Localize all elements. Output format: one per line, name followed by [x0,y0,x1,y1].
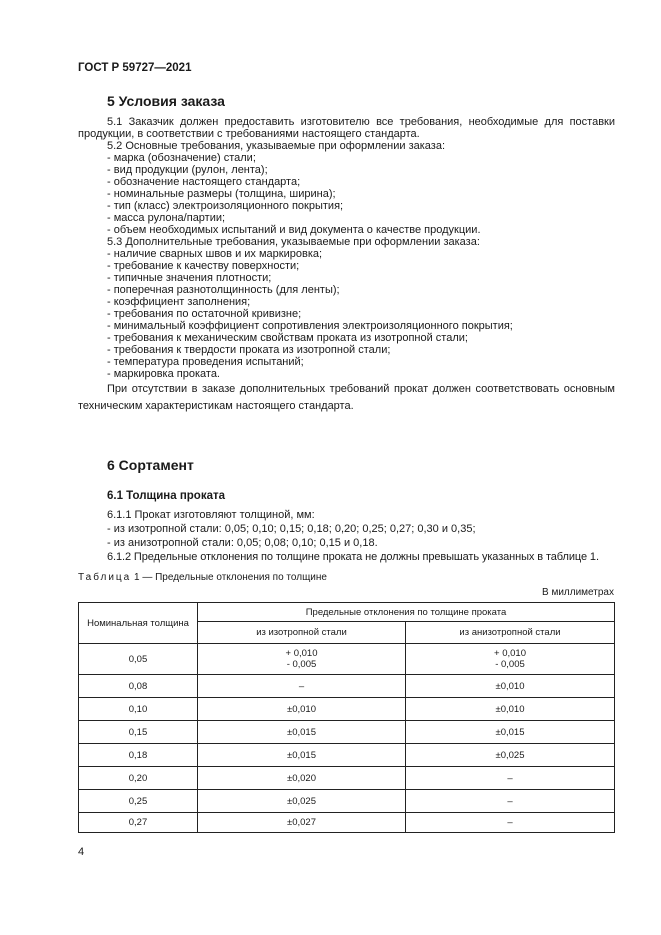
cell-iso: ±0,010 [198,698,406,721]
cell-nom: 0,27 [79,813,198,833]
list-item: - масса рулона/партии; [107,212,226,224]
section-6-body [78,508,615,564]
list-item: - тип (класс) электроизоляционного покрытия; [107,200,344,212]
cell-iso: ±0,015 [198,721,406,744]
header-nominal: Номинальная толщина [79,603,198,644]
cell-aniso: ±0,010 [406,675,615,698]
table-row [79,721,615,744]
list-item: - маркировка проката. [107,368,220,380]
cell-aniso: ±0,010 [406,698,615,721]
header-iso: из изотропной стали [198,622,406,644]
paragraph-6-1-2: 6.1.2 Предельные отклонения по толщине проката не должны превышать указанных в таблице 1. [107,551,599,563]
list-item: - обозначение настоящего стандарта; [107,176,301,188]
cell-iso: ±0,025 [198,790,406,813]
list-item: - наличие сварных швов и их маркировка; [107,248,323,260]
list-5-3 [78,248,615,380]
cell-iso: ±0,020 [198,767,406,790]
list-item: - требования к механическим свойствам проката из изотропной стали; [107,332,468,344]
list-item: - типичные значения плотности; [107,272,272,284]
list-item: - из изотропной стали: 0,05; 0,10; 0,15; 0,18; 0,20; 0,25; 0,27; 0,30 и 0,35; [107,523,476,535]
cell-aniso: – [406,790,615,813]
list-item: - номинальные размеры (толщина, ширина); [107,188,336,200]
cell-aniso: + 0,010 - 0,005 [406,644,615,675]
cell-iso: ±0,015 [198,744,406,767]
table-row [79,790,615,813]
paragraph-5-end: При отсутствии в заказе дополнительных требований прокат должен соответствовать основным техническим характеристикам настоящего стандарта. [78,383,615,412]
list-item: - минимальный коэффициент сопротивления электроизоляционного покрытия; [107,320,513,332]
cell-iso: – [198,675,406,698]
list-6-1-1 [78,522,615,550]
cell-aniso: – [406,767,615,790]
list-item: - вид продукции (рулон, лента); [107,164,268,176]
table-row [79,813,615,833]
header-group: Предельные отклонения по толщине проката [198,603,615,622]
section-6-title: 6 Сортамент [107,457,194,473]
cell-nom: 0,10 [79,698,198,721]
table-row [79,698,615,721]
paragraph-5-2: 5.2 Основные требования, указываемые при оформлении заказа: [107,140,446,152]
tolerance-table [78,602,615,833]
list-item: - требования по остаточной кривизне; [107,308,302,320]
table-row [79,744,615,767]
header-aniso: из анизотропной стали [406,622,615,644]
list-item: - поперечная разнотолщинность (для ленты); [107,284,340,296]
cell-iso: ±0,027 [198,813,406,833]
cell-nom: 0,20 [79,767,198,790]
cell-nom: 0,25 [79,790,198,813]
cell-aniso: – [406,813,615,833]
paragraph-6-1-1: 6.1.1 Прокат изготовляют толщиной, мм: [107,509,315,521]
cell-nom: 0,15 [79,721,198,744]
table-unit: В миллиметрах [542,587,614,598]
document-header: ГОСТ Р 59727—2021 [78,62,192,74]
caption-text: 1 — Предельные отклонения по толщине [131,572,327,583]
section-5-body [78,116,615,415]
list-item: - требование к качеству поверхности; [107,260,300,272]
list-5-2 [78,152,615,236]
list-item: - требования к твердости проката из изотропной стали; [107,344,391,356]
table-row [79,644,615,675]
list-item: - марка (обозначение) стали; [107,152,256,164]
list-item: - из анизотропной стали: 0,05; 0,08; 0,10; 0,15 и 0,18. [107,537,378,549]
section-5-title: 5 Условия заказа [107,93,225,109]
cell-aniso: ±0,025 [406,744,615,767]
list-item: - объем необходимых испытаний и вид документа о качестве продукции. [107,224,481,236]
paragraph-5-1: 5.1 Заказчик должен предоставить изготовителю все требования, необходимые для поставки продукции, в соответствии с требованиями настоящего стандарта. [78,116,615,140]
cell-aniso: ±0,015 [406,721,615,744]
cell-nom: 0,18 [79,744,198,767]
cell-iso: + 0,010 - 0,005 [198,644,406,675]
list-item: - температура проведения испытаний; [107,356,304,368]
cell-nom: 0,08 [79,675,198,698]
table-row [79,675,615,698]
table-row [79,767,615,790]
paragraph-5-3: 5.3 Дополнительные требования, указываемые при оформлении заказа: [107,236,480,248]
cell-nom: 0,05 [79,644,198,675]
table-caption [78,572,327,583]
page-number: 4 [78,846,85,858]
caption-label: Таблица [78,572,132,583]
list-item: - коэффициент заполнения; [107,296,251,308]
subsection-6-1-title: 6.1 Толщина проката [107,490,226,502]
